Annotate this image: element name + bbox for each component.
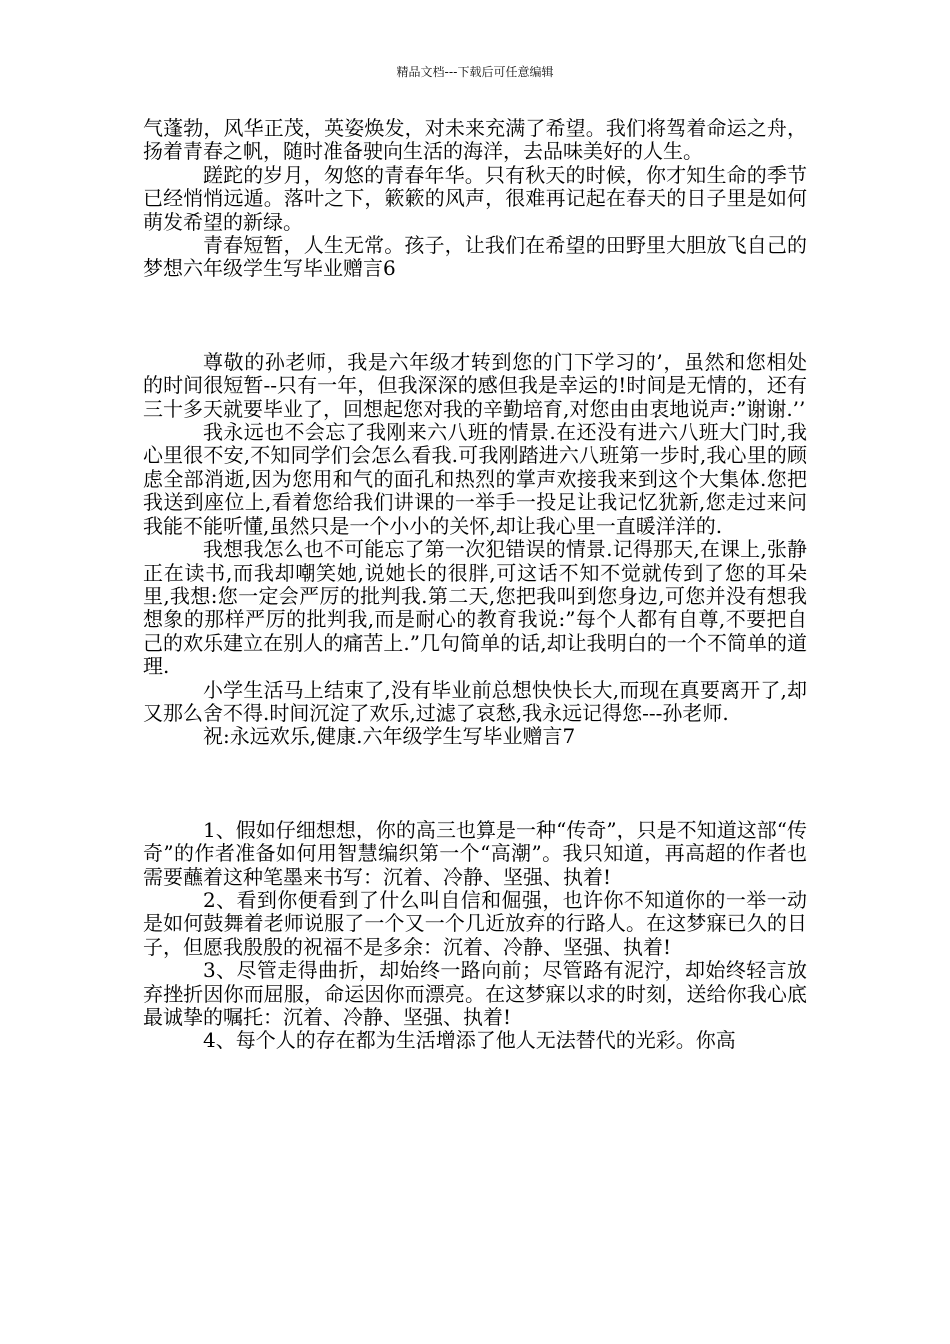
paragraph: 1、假如仔细想想，你的高三也算是一种“传奇”，只是不知道这部“传奇”的作者准备如何用智慧编织第一个“高潮”。我只知道，再高超的作者也需要蘸着这种笔墨来书写：沉着、冷静、坚强、执着! bbox=[143, 817, 807, 889]
section-1 bbox=[143, 117, 807, 281]
section-3 bbox=[143, 819, 807, 1053]
paragraph: 3、尽管走得曲折，却始终一路向前；尽管路有泥泞，却始终轻言放弃挫折因你而屈服，命运因你而漂亮。在这梦寐以求的时刻，送给你我心底最诚挚的嘱托：沉着、冷静、坚强、执着! bbox=[143, 958, 807, 1029]
paragraph: 祝:永远欢乐,健康.六年级学生写毕业赠言7 bbox=[203, 724, 576, 749]
paragraph: 我想我怎么也不可能忘了第一次犯错误的情景.记得那天,在课上,张静正在读书,而我却嘲笑她,说她长的很胖,可这话不知不觉就传到了您的耳朵里,我想:您一定会严厉的批判我.第二天,您把我叫到您身边,可您并没有想我想象的那样严厉的批判我,而是耐心的教育我说:”每个人都有自尊,不要把自己的欢乐建立在别人的痛苦上.”几句简单的话,却让我明白的一个不简单的道理. bbox=[143, 537, 807, 679]
document-body bbox=[143, 117, 807, 1053]
section-gap bbox=[143, 749, 807, 819]
paragraph: 气蓬勃，风华正茂，英姿焕发，对未来充满了希望。我们将驾着命运之舟，扬着青春之帆，随时准备驶向生活的海洋，去品味美好的人生。 bbox=[143, 116, 807, 164]
paragraph: 小学生活马上结束了,没有毕业前总想快快长大,而现在真要离开了,却又那么舍不得.时间沉淀了欢乐,过滤了哀愁,我永远记得您---孙老师. bbox=[143, 677, 807, 725]
paragraph: 2、看到你便看到了什么叫自信和倔强，也许你不知道你的一举一动是如何鼓舞着老师说服了一个又一个几近放弃的行路人。在这梦寐已久的日子，但愿我殷殷的祝福不是多余：沉着、冷静、坚强、执着! bbox=[143, 887, 807, 959]
paragraph: 青春短暂，人生无常。孩子，让我们在希望的田野里大胆放飞自己的梦想六年级学生写毕业赠言6 bbox=[143, 233, 807, 281]
paragraph: 4、每个人的存在都为生活增添了他人无法替代的光彩。你高 bbox=[203, 1028, 736, 1053]
section-gap bbox=[143, 281, 807, 351]
paragraph: 尊敬的孙老师，我是六年级才转到您的门下学习的’，虽然和您相处的时间很短暂--只有一年，但我深深的感但我是幸运的!时间是无情的，还有三十多天就要毕业了，回想起您对我的辛勤培育,对您由由衷地说声:”谢谢.’’ bbox=[143, 349, 807, 421]
paragraph: 我永远也不会忘了我刚来六八班的情景.在还没有进六八班大门时,我心里很不安,不知同学们会怎么看我.可我刚踏进六八班第一步时,我心里的顾虑全部消逝,因为您用和气的面孔和热烈的掌声欢接我来到这个大集体.您把我送到座位上,看着您给我们讲课的一举手一投足让我记忆犹新,您走过来问我能不能听懂,虽然只是一个小小的关怀,却让我心里一直暖洋洋的. bbox=[143, 420, 807, 538]
section-2 bbox=[143, 351, 807, 749]
page-header: 精品文档---下载后可任意编辑 bbox=[396, 65, 554, 79]
paragraph: 蹉跎的岁月，匆悠的青春年华。只有秋天的时候，你才知生命的季节已经悄悄远遁。落叶之下，簌簌的风声，很难再记起在春天的日子里是如何萌发希望的新绿。 bbox=[143, 162, 807, 234]
